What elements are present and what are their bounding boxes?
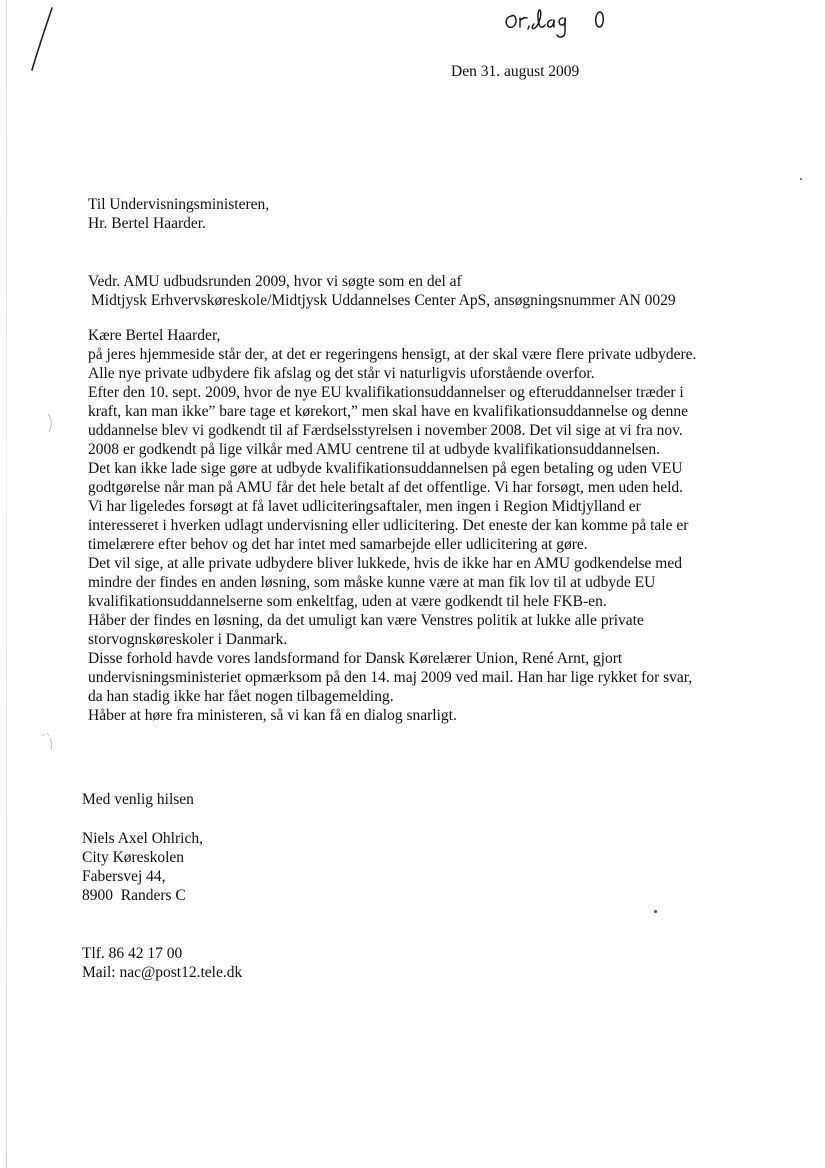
body-line: Disse forhold havde vores landsformand for Dansk Kørelærer Union, René Arnt, gjort (88, 650, 623, 667)
body-line: kvalifikationsuddannelserne som enkeltfag, uden at være godkendt til hele FKB-en. (88, 593, 607, 610)
subject-line-2: Midtjysk Erhvervskøreskole/Midtjysk Uddannelses Center ApS, ansøgningsnummer AN 0029 (91, 292, 676, 309)
body-line: uddannelse blev vi godkendt til af Færdselsstyrelsen i november 2008. Det vil sige at vi fra nov. (88, 422, 683, 439)
contact-block (82, 944, 242, 982)
body-line: undervisningsministeriet opmærksom på den 14. maj 2009 ved mail. Han har lige rykket for svar, (88, 669, 693, 686)
body-line: kraft, kan man ikke” bare tage et kørekort,” men skal have en kvalifikationsuddannelse og denne (88, 403, 688, 420)
body-line: Efter den 10. sept. 2009, hvor de nye EU kvalifikationsuddannelser og efteruddannelser træder i (88, 384, 684, 401)
margin-scan-mark (46, 412, 54, 434)
contact-phone: Tlf. 86 42 17 00 (82, 945, 183, 962)
margin-scan-mark (40, 730, 54, 752)
scan-speck (800, 178, 802, 180)
handwritten-note-drawing (500, 2, 625, 42)
body-line: på jeres hjemmeside står der, at det er regeringens hensigt, at der skal være flere private udbydere. (88, 346, 697, 363)
letter-body (88, 326, 696, 725)
scan-speck (654, 910, 657, 913)
closing-greeting: Med venlig hilsen (82, 791, 194, 808)
contact-mail: Mail: nac@post12.tele.dk (82, 964, 243, 981)
handwritten-note (500, 2, 625, 42)
letter-date: Den 31. august 2009 (451, 63, 580, 80)
body-line: Håber der findes en løsning, da det umuligt kan være Venstres politik at lukke alle private (88, 612, 644, 629)
sender-street: Fabersvej 44, (82, 868, 166, 885)
body-line: da han stadig ikke har fået nogen tilbagemelding. (88, 688, 394, 705)
subject-line-1: Vedr. AMU udbudsrunden 2009, hvor vi søgte som en del af (88, 273, 462, 290)
pen-slash-mark (30, 6, 54, 72)
scan-edge-line (6, 0, 7, 1168)
recipient-title: Til Undervisningsministeren, (88, 196, 270, 213)
body-line: Det vil sige, at alle private udbydere bliver lukkede, hvis de ikke har en AMU godkendelse med (88, 555, 682, 572)
sender-block (82, 829, 203, 905)
sender-company: City Køreskolen (82, 849, 185, 866)
body-line: godtgørelse når man på AMU får det hele betalt af det offentlige. Vi har forsøgt, men uden held. (88, 479, 684, 496)
recipient-name: Hr. Bertel Haarder. (88, 215, 206, 232)
sender-city: 8900 Randers C (82, 887, 186, 904)
body-line: Vi har ligeledes forsøgt at få lavet udliciteringsaftaler, men ingen i Region Midtjylland er (88, 498, 641, 515)
body-line: storvognskøreskoler i Danmark. (88, 631, 288, 648)
salutation: Kære Bertel Haarder, (88, 327, 221, 344)
body-line: Håber at høre fra ministeren, så vi kan få en dialog snarligt. (88, 707, 457, 724)
body-line: 2008 er godkendt på lige vilkår med AMU centrene til at udbyde kvalifikationsuddannelsen. (88, 441, 661, 458)
body-line: interesseret i hverken udlagt undervisning eller udlicitering. Det eneste der kan komme på tale er (88, 517, 689, 534)
body-line: timelærere efter behov og det har intet med samarbejde eller udlicitering at gøre. (88, 536, 588, 553)
recipient-block (88, 195, 269, 233)
body-line: mindre der findes en anden løsning, som måske kunne være at man fik lov til at udbyde EU (88, 574, 656, 591)
body-line: Det kan ikke lade sige gøre at udbyde kvalifikationsuddannelsen på egen betaling og uden VEU (88, 460, 683, 477)
subject-block (88, 272, 676, 310)
body-line: Alle nye private udbydere fik afslag og det står vi naturligvis uforstående overfor. (88, 365, 595, 382)
sender-name: Niels Axel Ohlrich, (82, 830, 203, 847)
